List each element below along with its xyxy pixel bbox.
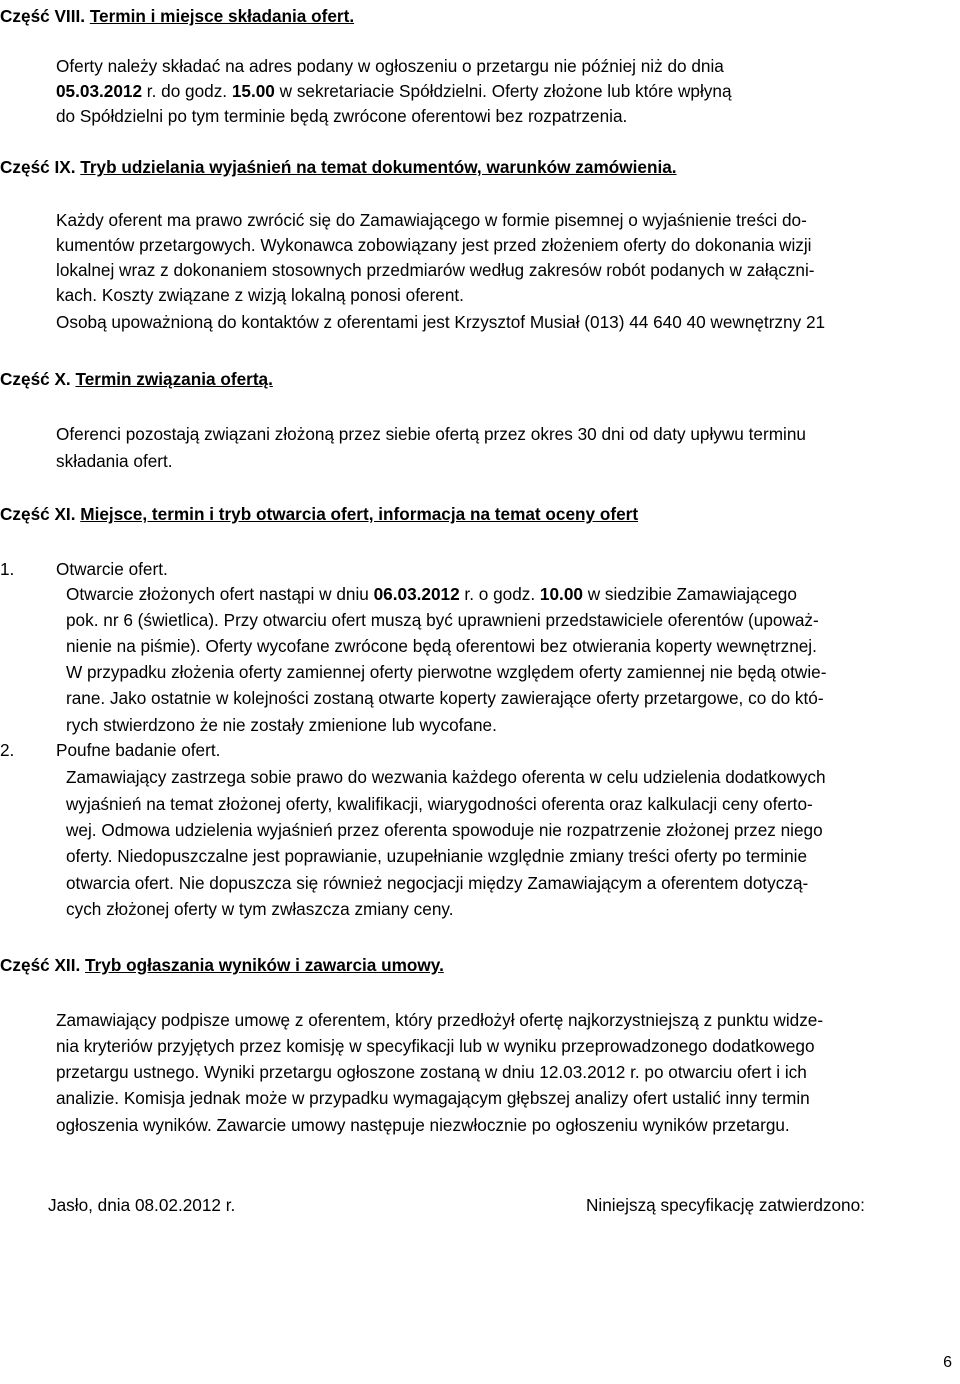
page-number: 6 (943, 1354, 952, 1371)
approval-note: Niniejszą specyfikację zatwierdzono: (586, 1195, 865, 1215)
deadline-date: 05.03.2012 (56, 81, 143, 101)
section-label: Część VIII. (0, 6, 86, 26)
section-heading (0, 6, 354, 26)
section-heading (0, 504, 638, 524)
paragraph-line: kumentów przetargowych. Wykonawca zobowiązany jest przed złożeniem oferty do dokonania wizji (56, 235, 812, 255)
text-run: r. o godz. (459, 584, 540, 604)
paragraph-line: analizie. Komisja jednak może w przypadku wymagającym głębszej analizy ofert ustalić inny termin (56, 1088, 810, 1108)
list-item-heading: Poufne badanie ofert. (56, 740, 221, 760)
section-title: Termin związania ofertą. (75, 369, 273, 389)
place-and-date: Jasło, dnia 08.02.2012 r. (48, 1195, 236, 1215)
paragraph-line: Każdy oferent ma prawo zwrócić się do Zamawiającego w formie pisemnej o wyjaśnienie treści do- (56, 210, 807, 230)
paragraph-line: przetargu ustnego. Wyniki przetargu ogłoszone zostaną w dniu 12.03.2012 r. po otwarciu ofert i ich (56, 1062, 807, 1082)
paragraph-line: nienie na piśmie). Oferty wycofane zwrócone będą oferentowi bez otwierania koperty wewnętrznej. (66, 636, 817, 656)
paragraph-line (66, 584, 797, 604)
section-heading (0, 369, 273, 389)
section-title: Tryb ogłaszania wyników i zawarcia umowy. (85, 955, 444, 975)
paragraph-line: Zamawiający zastrzega sobie prawo do wezwania każdego oferenta w celu udzielenia dodatkowych (66, 767, 826, 787)
paragraph-line: nia kryteriów przyjętych przez komisję w specyfikacji lub w wyniku przeprowadzonego dodatkowego (56, 1036, 815, 1056)
paragraph-line: otwarcia ofert. Nie dopuszcza się również negocjacji między Zamawiającym a oferentem dotyczą- (66, 873, 809, 893)
paragraph-line: Oferty należy składać na adres podany w ogłoszeniu o przetargu nie później niż do dnia (56, 56, 724, 76)
opening-time: 10.00 (539, 584, 583, 604)
section-heading (0, 157, 677, 177)
paragraph-line: ogłoszenia wyników. Zawarcie umowy następuje niezwłocznie po ogłoszeniu wyników przetargu. (56, 1115, 790, 1135)
text-run: r. do godz. (142, 81, 232, 101)
section-label: Część IX. (0, 157, 76, 177)
section-heading (0, 955, 444, 975)
paragraph-line: Zamawiający podpisze umowę z oferentem, który przedłożył ofertę najkorzystniejszą z punktu widze- (56, 1010, 824, 1030)
paragraph-line: Oferenci pozostają związani złożoną przez siebie ofertą przez okres 30 dni od daty upływu terminu (56, 424, 806, 444)
paragraph-line: do Spółdzielni po tym terminie będą zwrócone oferentowi bez rozpatrzenia. (56, 106, 628, 126)
deadline-time: 15.00 (231, 81, 275, 101)
list-item-number: 1. (0, 559, 15, 579)
section-title: Miejsce, termin i tryb otwarcia ofert, informacja na temat oceny ofert (80, 504, 639, 524)
section-label: Część X. (0, 369, 71, 389)
paragraph-line: oferty. Niedopuszczalne jest poprawianie, uzupełnianie względnie zmiany treści oferty po terminie (66, 846, 808, 866)
paragraph-line: W przypadku złożenia oferty zamiennej oferty pierwotne względem oferty zamiennej nie będą otwie- (66, 662, 827, 682)
paragraph-line: rych stwierdzono że nie zostały zmienione lub wycofane. (66, 715, 497, 735)
paragraph-line (56, 81, 732, 101)
section-title: Termin i miejsce składania ofert. (89, 6, 355, 26)
paragraph-line: pok. nr 6 (świetlica). Przy otwarciu ofert muszą być uprawnieni przedstawiciele oferentów (upoważ- (66, 610, 819, 630)
paragraph-line: cych złożonej oferty w tym zwłaszcza zmiany ceny. (66, 899, 454, 919)
paragraph-line: wej. Odmowa udzielenia wyjaśnień przez oferenta spowoduje nie rozpatrzenie złożonej przez niego (66, 820, 823, 840)
section-label: Część XII. (0, 955, 81, 975)
text-run: w siedzibie Zamawiającego (582, 584, 797, 604)
list-item-number: 2. (0, 740, 15, 760)
paragraph-line: rane. Jako ostatnie w kolejności zostaną otwarte koperty zawierające oferty przetargowe, co do któ- (66, 688, 824, 708)
section-title: Tryb udzielania wyjaśnień na temat dokumentów, warunków zamówienia. (80, 157, 677, 177)
paragraph-line: kach. Koszty związane z wizją lokalną ponosi oferent. (56, 285, 464, 305)
list-item-heading: Otwarcie ofert. (56, 559, 168, 579)
paragraph-line: Osobą upoważnioną do kontaktów z oferentami jest Krzysztof Musiał (013) 44 640 40 wewnętrzny 21 (56, 312, 826, 332)
paragraph-line: składania ofert. (56, 451, 173, 471)
section-label: Część XI. (0, 504, 76, 524)
text-run: w sekretariacie Spółdzielni. Oferty złożone lub które wpłyną (274, 81, 732, 101)
opening-date: 06.03.2012 (373, 584, 460, 604)
text-run: Otwarcie złożonych ofert nastąpi w dniu (66, 584, 374, 604)
paragraph-line: lokalnej wraz z dokonaniem stosownych przedmiarów według zakresów robót podanych w załączni- (56, 260, 815, 280)
paragraph-line: wyjaśnień na temat złożonej oferty, kwalifikacji, wiarygodności oferenta oraz kalkulacji ceny oferto- (66, 794, 813, 814)
